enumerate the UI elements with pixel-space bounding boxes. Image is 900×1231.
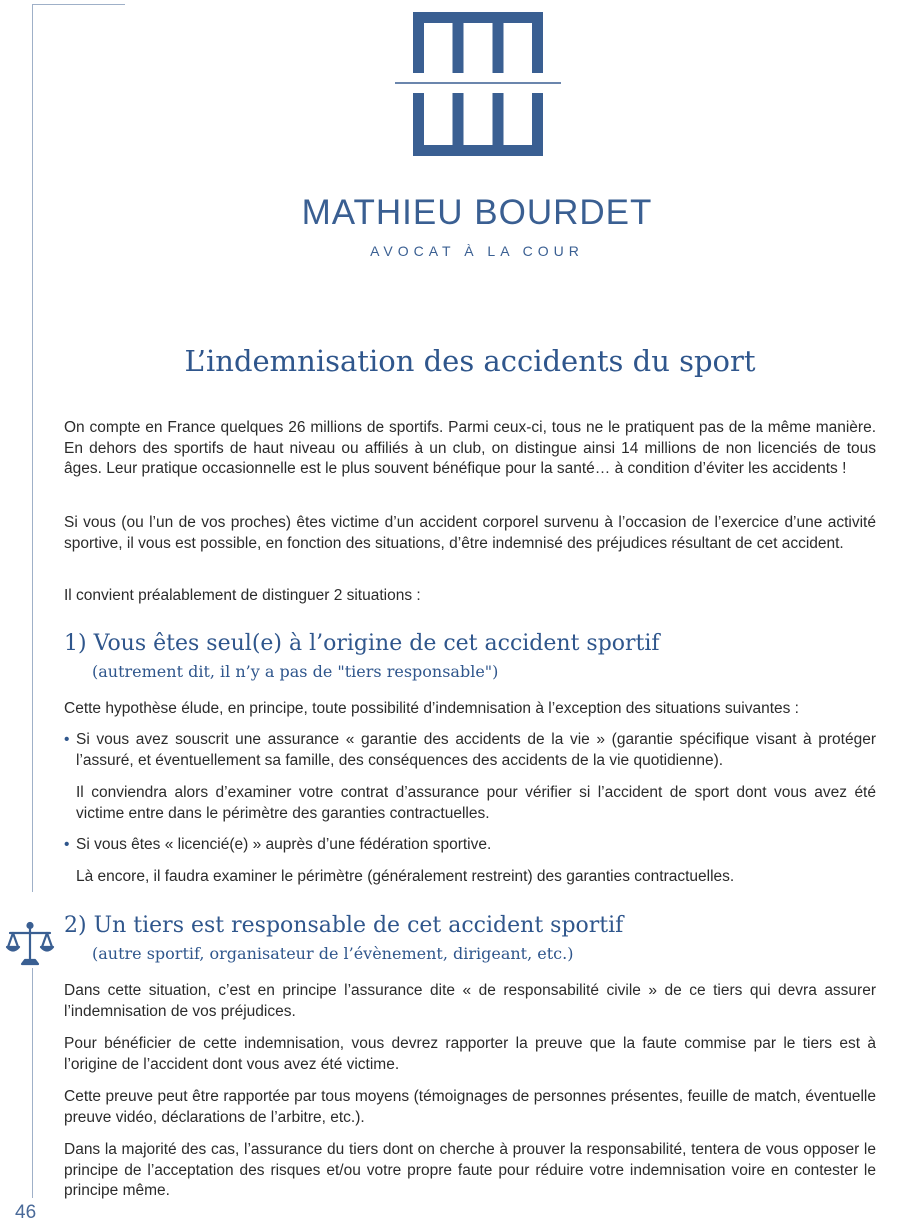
firm-subtitle: AVOCAT À LA COUR [370,243,584,259]
firm-logo-icon [395,10,561,160]
list-item [64,835,876,856]
page-frame-left-rule [32,4,33,892]
scales-of-justice-icon [5,921,55,967]
page-number: 46 [15,1202,37,1223]
bullet-marker: • [64,836,70,853]
section-2-paragraph-2: Pour bénéficier de cette indemnisation, vous devrez rapporter la preuve que la faute commise par le tiers est à l’origine de l’accident dont vous avez été victime. [64,1035,876,1073]
section-2-heading: 2) Un tiers est responsable de cet accident sportif [64,913,624,938]
intro-paragraph-3: Il convient préalablement de distinguer 2 situations : [64,587,421,604]
section-2-paragraph-1: Dans cette situation, c’est en principe l’assurance dite « de responsabilité civile » de ce tiers qui devra assurer l’indemnisation de vos préjudices. [64,982,876,1020]
firm-name: MATHIEU BOURDET [301,193,653,232]
section-2-paragraph-3: Cette preuve peut être rapportée par tous moyens (témoignages de personnes présentes, feuille de match, éventuelle preuve vidéo, déclarations de l’arbitre, etc.). [64,1088,876,1126]
bullet-1-note: Il conviendra alors d’examiner votre contrat d’assurance pour vérifier si l’accident de sport dont vous avez été victime entre dans le périmètre des garanties contractuelles. [76,784,876,822]
section-1-lead: Cette hypothèse élude, en principe, toute possibilité d’indemnisation à l’exception des situations suivantes : [64,700,799,717]
bullet-marker: • [64,731,70,748]
section-1-heading: 1) Vous êtes seul(e) à l’origine de cet accident sportif [64,631,660,656]
section-2-subheading: (autre sportif, organisateur de l’évènement, dirigeant, etc.) [92,944,574,963]
bullet-2-note: Là encore, il faudra examiner le périmètre (généralement restreint) des garanties contractuelles. [76,868,735,885]
page-frame-top-rule [32,4,125,5]
section-1-subheading: (autrement dit, il n’y a pas de "tiers responsable") [92,662,499,681]
bullet-text: Si vous avez souscrit une assurance « garantie des accidents de la vie » (garantie spécifique visant à protéger l’assuré, et éventuellement sa famille, des conséquences des accidents de la vie quotidienne). [76,731,876,769]
page-title: L’indemnisation des accidents du sport [184,344,756,378]
section-2-paragraph-4: Dans la majorité des cas, l’assurance du tiers dont on cherche à prouver la responsabilité, tentera de vous opposer le principe de l’acceptation des risques et/ou votre propre faute pour réduire votre indemnisation voire en contester le principe même. [64,1141,876,1199]
bullet-text: Si vous êtes « licencié(e) » auprès d’une fédération sportive. [76,836,492,853]
list-item [64,730,876,771]
page-frame-left-rule-lower [32,968,33,1198]
intro-paragraph-2: Si vous (ou l’un de vos proches) êtes victime d’un accident corporel survenu à l’occasion de l’exercice d’une activité sportive, il vous est possible, en fonction des situations, d’être indemnisé des préjudices résultant de cet accident. [64,514,876,552]
intro-paragraph-1: On compte en France quelques 26 millions de sportifs. Parmi ceux-ci, tous ne le pratiquent pas de la même manière. En dehors des sportifs de haut niveau ou affiliés à un club, on distingue ainsi 14 millions de non licenciés de tous âges. Leur pratique occasionnelle est le plus souvent bénéfique pour la santé… à condition d’éviter les accidents ! [64,419,876,477]
